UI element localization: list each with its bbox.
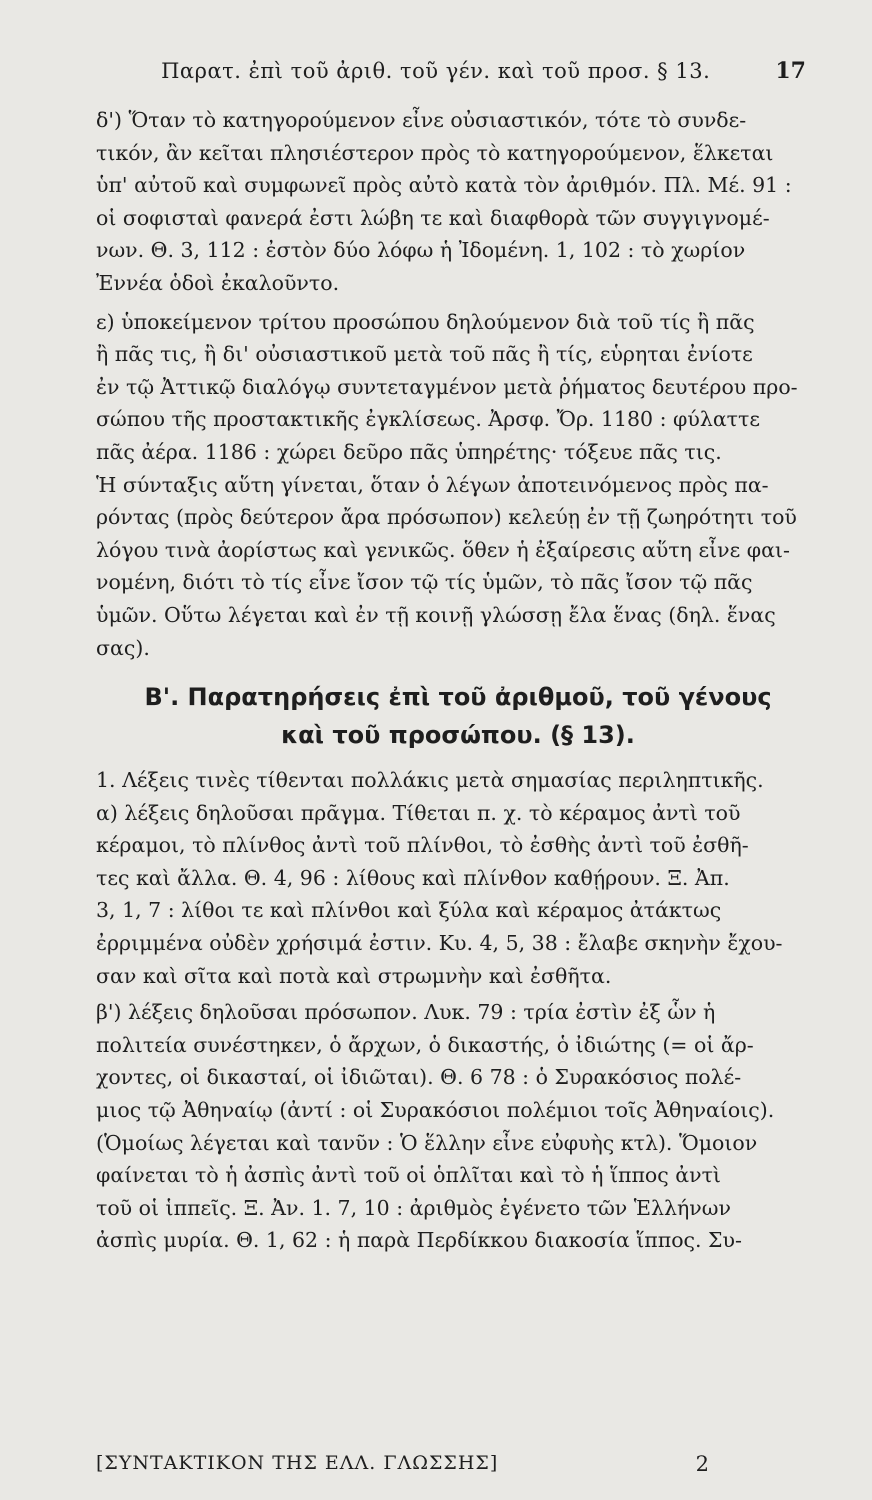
text-line: β') λέξεις δηλοῦσαι πρόσωπον. Λυκ. 79 : τρία ἐστὶν ἐξ ὧν ἡ [96, 1000, 716, 1025]
text-line: ἐρριμμένα οὐδὲν χρήσιμά ἐστιν. Κυ. 4, 5, 38 : ἔλαβε σκηνὴν ἔχου- [96, 931, 783, 956]
text-line: πᾶς ἀέρα. 1186 : χώρει δεῦρο πᾶς ὑπηρέτης· τόξευε πᾶς τις. [96, 439, 722, 464]
text-line: α) λέξεις δηλοῦσαι πρᾶγμα. Τίθεται π. χ. τὸ κέραμος ἀντὶ τοῦ [96, 800, 741, 825]
section-heading-line: Β'. Παρατηρήσεις ἐπὶ τοῦ ἀριθμοῦ, τοῦ γένους [144, 683, 772, 712]
text-line: ρόντας (πρὸς δεύτερον ἄρα πρόσωπον) κελεύῃ ἐν τῇ ζωηρότητι τοῦ [96, 505, 797, 530]
text-line: ὑπ' αὐτοῦ καὶ συμφωνεῖ πρὸς αὐτὸ κατὰ τὸν ἀριθμόν. Πλ. Μέ. 91 : [96, 173, 792, 198]
running-header [96, 58, 820, 84]
text-line: ε) ὑποκείμενον τρίτου προσώπου δηλούμενον διὰ τοῦ τίς ἢ πᾶς [96, 309, 755, 334]
text-line: τικόν, ἂν κεῖται πλησιέστερον πρὸς τὸ κατηγορούμενον, ἕλκεται [96, 140, 774, 165]
section-heading-line: καὶ τοῦ προσώπου. (§ 13). [281, 721, 635, 750]
paragraph-delta [96, 104, 820, 300]
text-line: σας). [96, 635, 150, 660]
text-line: τοῦ οἱ ἱππεῖς. Ξ. Ἀν. 1. 7, 10 : ἀριθμὸς ἐγένετο τῶν Ἑλλήνων [96, 1195, 731, 1220]
section-heading [96, 678, 820, 754]
text-line: τες καὶ ἄλλα. Θ. 4, 96 : λίθους καὶ πλίνθον καθῄρουν. Ξ. Ἀπ. [96, 865, 730, 890]
text-line: κέραμοι, τὸ πλίνθος ἀντὶ τοῦ πλίνθοι, τὸ ἐσθὴς ἀντὶ τοῦ ἐσθῆ- [96, 833, 749, 858]
paragraph-beta [96, 996, 820, 1257]
running-title: Παρατ. ἐπὶ τοῦ ἀριθ. τοῦ γέν. καὶ τοῦ προσ. § 13. [161, 59, 711, 83]
text-line: 3, 1, 7 : λίθοι τε καὶ πλίνθοι καὶ ξύλα καὶ κέραμος ἀτάκτως [96, 898, 722, 923]
signature-mark: 2 [695, 1452, 710, 1476]
text-line: ἐν τῷ Ἀττικῷ διαλόγῳ συντεταγμένον μετὰ ῥήματος δευτέρου προ- [96, 374, 798, 399]
text-line: (Ὁμοίως λέγεται καὶ τανῦν : Ὁ ἕλλην εἶνε εὐφυὴς κτλ). Ὅμοιον [96, 1130, 758, 1155]
paragraph-epsilon [96, 306, 820, 665]
text-line: χοντες, οἱ δικασταί, οἱ ἰδιῶται). Θ. 6 78 : ὁ Συρακόσιος πολέ- [96, 1065, 742, 1090]
page-number: 17 [775, 58, 806, 84]
page-body [96, 104, 820, 1257]
text-line: δ') Ὅταν τὸ κατηγορούμενον εἶνε οὐσιαστικόν, τότε τὸ συνδε- [96, 108, 747, 132]
text-line: πολιτεία συνέστηκεν, ὁ ἄρχων, ὁ δικαστής, ὁ ἰδιώτης (= οἱ ἄρ- [96, 1032, 754, 1057]
text-line: Ἐννέα ὁδοὶ ἐκαλοῦντο. [96, 270, 340, 295]
text-line: φαίνεται τὸ ἡ ἀσπὶς ἀντὶ τοῦ οἱ ὁπλῖται καὶ τὸ ἡ ἵππος ἀντὶ [96, 1163, 721, 1188]
text-line: οἱ σοφισταὶ φανερά ἐστι λώβη τε καὶ διαφθορὰ τῶν συγγιγνομέ- [96, 205, 770, 230]
text-line: νων. Θ. 3, 112 : ἐστὸν δύο λόφω ἡ Ἰδομένη. 1, 102 : τὸ χωρίον [96, 238, 746, 263]
page-footer [96, 1452, 820, 1476]
text-line: σαν καὶ σῖτα καὶ ποτὰ καὶ στρωμνὴν καὶ ἐσθῆτα. [96, 963, 612, 988]
text-line: σώπου τῆς προστακτικῆς ἐγκλίσεως. Ἀρσφ. Ὄρ. 1180 : φύλαττε [96, 407, 760, 432]
text-line: μιος τῷ Ἀθηναίῳ (ἀντί : οἱ Συρακόσιοι πολέμιοι τοῖς Ἀθηναίοις). [96, 1098, 775, 1123]
footer-book-title: [ΣΥΝΤΑΚΤΙΚΟΝ ΤΗΣ ΕΛΛ. ΓΛΩΣΣΗΣ] [96, 1452, 499, 1474]
text-line: Ἡ σύνταξις αὕτη γίνεται, ὅταν ὁ λέγων ἀποτεινόμενος πρὸς πα- [96, 472, 769, 497]
text-line: ὑμῶν. Οὕτω λέγεται καὶ ἐν τῇ κοινῇ γλώσσῃ ἔλα ἕνας (δηλ. ἕνας [96, 602, 776, 627]
paragraph-1-alpha [96, 764, 820, 992]
text-line: λόγου τινὰ ἀορίστως καὶ γενικῶς. ὅθεν ἡ ἐξαίρεσις αὕτη εἶνε φαι- [96, 537, 790, 562]
text-line: ἀσπὶς μυρία. Θ. 1, 62 : ἡ παρὰ Περδίκκου διακοσία ἵππος. Συ- [96, 1228, 742, 1253]
text-line: 1. Λέξεις τινὲς τίθενται πολλάκις μετὰ σημασίας περιληπτικῆς. [96, 768, 764, 793]
text-line: ἢ πᾶς τις, ἢ δι' οὐσιαστικοῦ μετὰ τοῦ πᾶς ἢ τίς, εὑρηται ἐνίοτε [96, 342, 753, 367]
text-line: νομένη, διότι τὸ τίς εἶνε ἴσον τῷ τίς ὑμῶν, τὸ πᾶς ἴσον τῷ πᾶς [96, 570, 753, 595]
